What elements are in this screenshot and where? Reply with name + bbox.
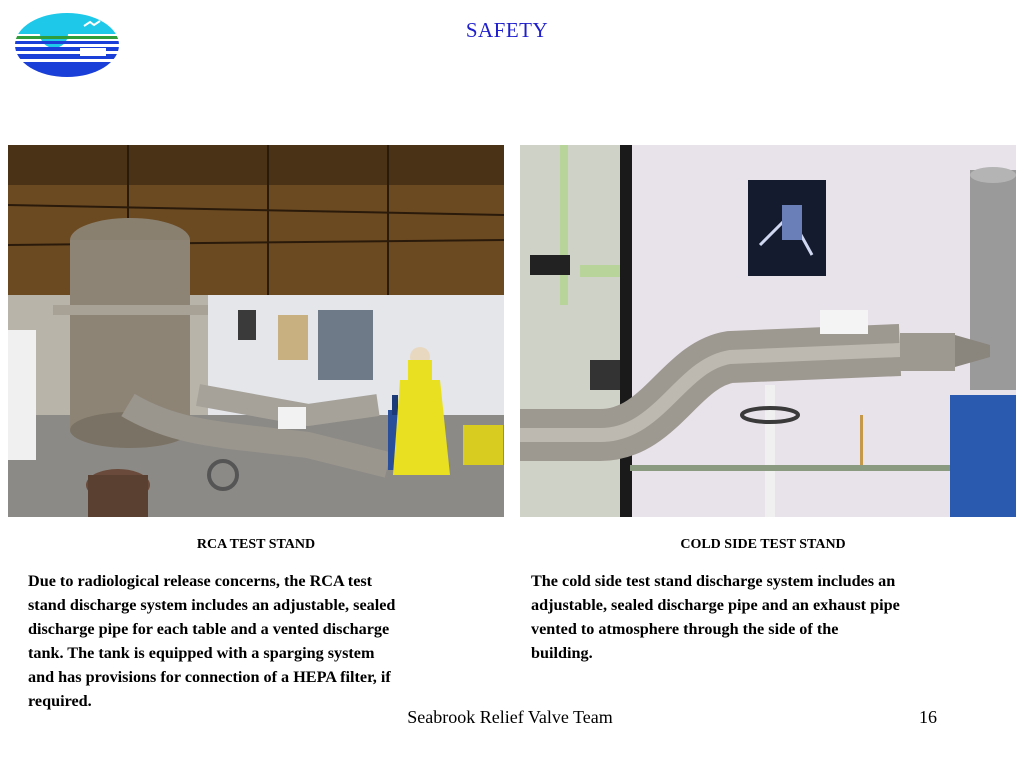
- slide-title: SAFETY: [465, 18, 549, 42]
- cold-side-test-stand-photo: [520, 145, 1016, 517]
- rca-test-stand-caption: RCA TEST STAND: [196, 537, 316, 552]
- cold-side-test-stand-description: The cold side test stand discharge system includes an adjustable, sealed discharge pipe and an exhaust pipe vented to atmosphere through the side of the building.: [531, 572, 900, 662]
- page-number: 16: [919, 707, 937, 727]
- rca-test-stand-description: Due to radiological release concerns, the RCA test stand discharge system includes an adjustable, sealed discharge pipe for each table and a vented discharge tank. The tank is equipped with a sparging system and has provisions for connection of a HEPA filter, if required.: [28, 572, 396, 710]
- cold-side-test-stand-caption: COLD SIDE TEST STAND: [680, 537, 846, 552]
- footer-team-name: Seabrook Relief Valve Team: [407, 707, 613, 727]
- rca-test-stand-photo: [8, 145, 504, 517]
